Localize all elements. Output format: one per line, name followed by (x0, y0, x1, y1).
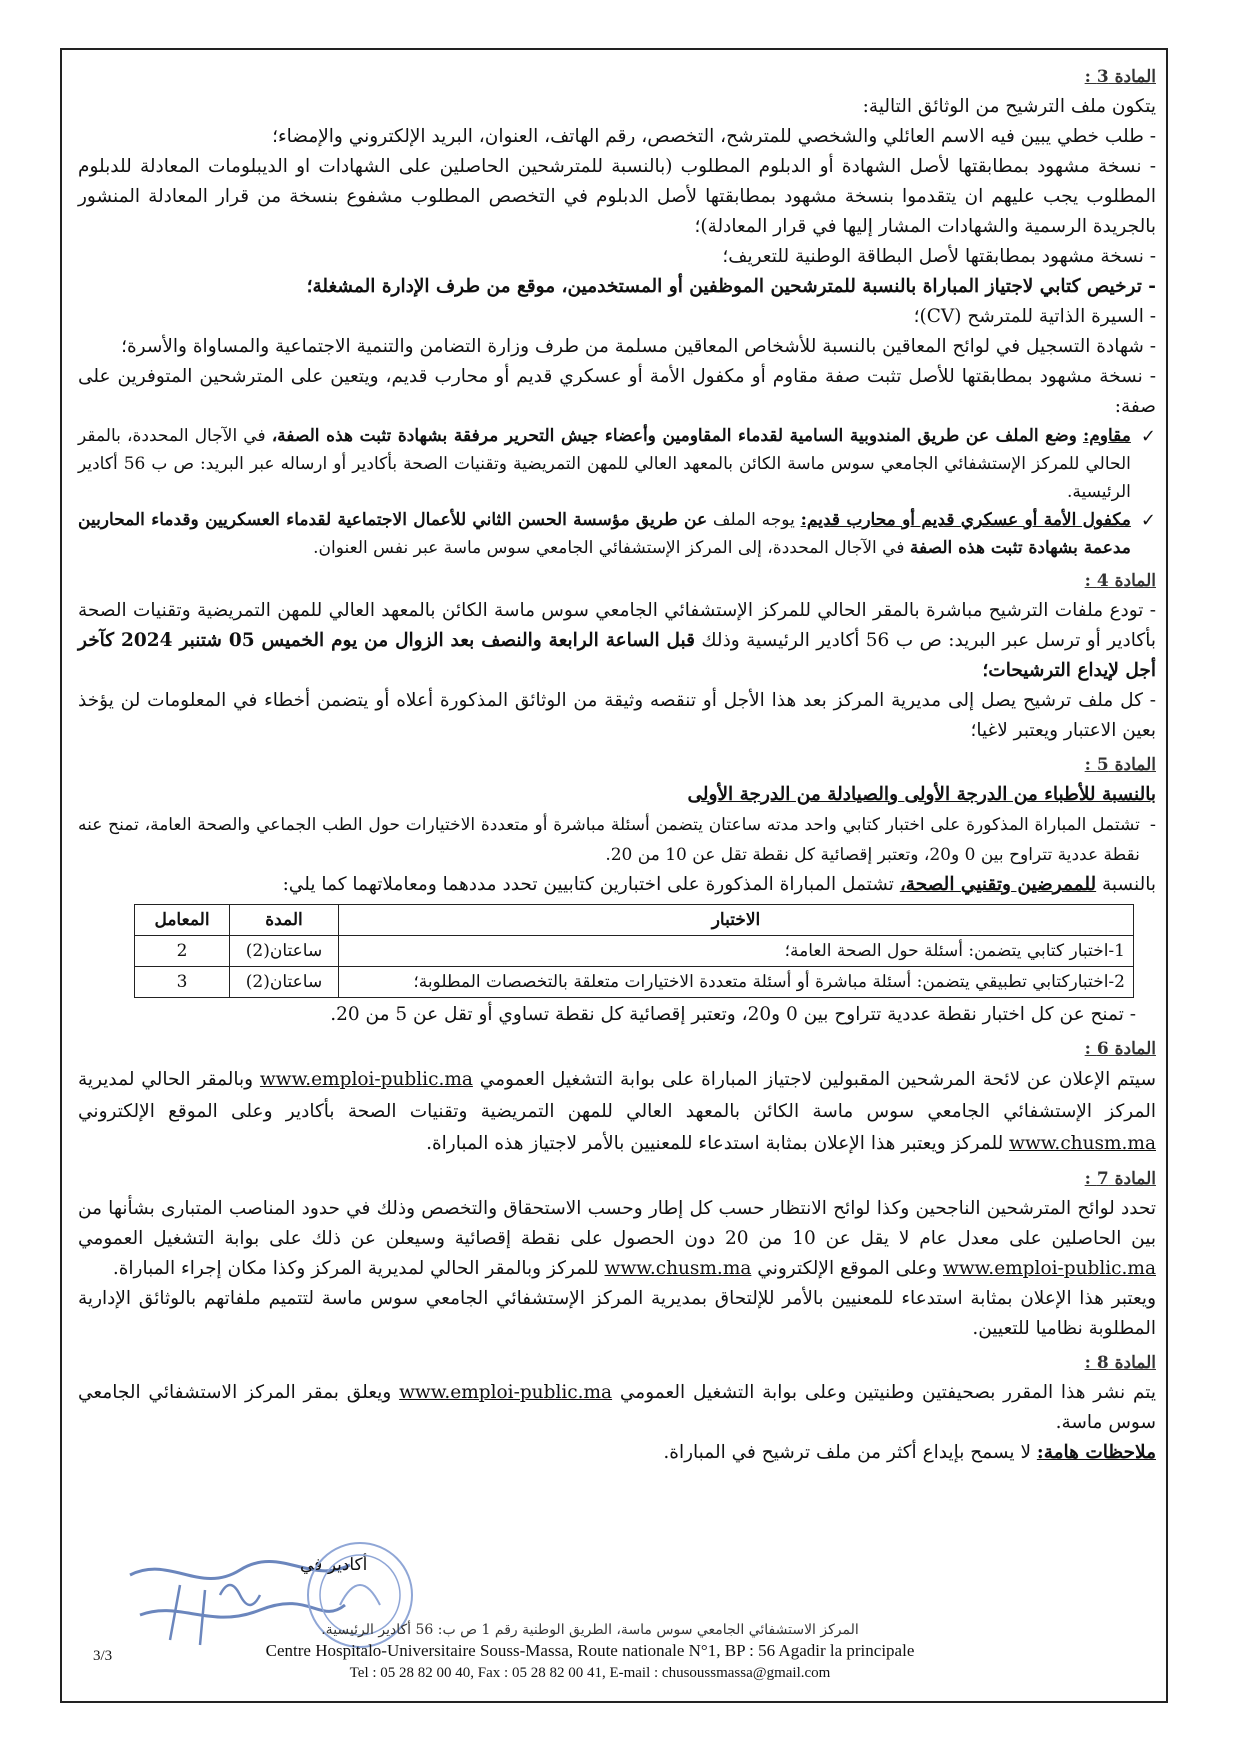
article-3-item: - طلب خطي يبين فيه الاسم العائلي والشخصي للمترشح، التخصص، رقم الهاتف، العنوان، البريد الإلكتروني والإمضاء؛ (272, 126, 1156, 147)
article-3-bold-item: - ترخيص كتابي لاجتياز المباراة بالنسبة للمترشحين الموظفين أو المستخدمين، موقع من طرف الإدارة المشغلة؛ (306, 276, 1156, 297)
table-header: المعامل (135, 905, 230, 936)
table-cell-coef: 2 (135, 936, 230, 967)
article-4-title: المادة 4 : (1084, 571, 1156, 591)
table-cell-coef: 3 (135, 967, 230, 998)
checklist-text (78, 506, 1131, 562)
article-3-title: المادة 3 : (1084, 67, 1156, 87)
article-5-note: - تمنح عن كل اختبار نقطة عددية تتراوح بين 0 و20، وتعتبر إقصائية كل نقطة تساوي أو تقل عن 5 من 20. (330, 1004, 1136, 1025)
chusm-link[interactable]: www.chusm.ma (604, 1258, 752, 1279)
table-cell-duration: ساعتان(2) (230, 936, 339, 967)
table-row (135, 967, 1134, 998)
article-5-heading: بالنسبة للأطباء من الدرجة الأولى والصيادلة من الدرجة الأولى (687, 784, 1156, 805)
article-8-title: المادة 8 : (1084, 1353, 1156, 1373)
emploi-public-link[interactable]: www.emploi-public.ma (259, 1069, 473, 1090)
article-5-nurses (78, 870, 1156, 900)
article-4-deadline: قبل الساعة الرابعة والنصف بعد الزوال من يوم الخميس 05 شتنبر 2024 كآخر أجل لإيداع الترشيحات؛ (78, 630, 1156, 681)
checklist-plain-text: في الآجال المحددة، بالمقر الحالي للمركز الإستشفائي الجامعي سوس ماسة الكائن بالمعهد العالي للمهن التمريضية وتقنيات الصحة بأكادير أو ارساله عبر البريد: ص ب 56 أكادير الرئيسية. (78, 426, 1131, 502)
table-header: الاختبار (339, 905, 1134, 936)
nurses-label: للممرضين وتقنيي الصحة، (899, 874, 1097, 895)
article-5-bullet (78, 810, 1156, 870)
article-3-intro: يتكون ملف الترشيح من الوثائق التالية: (862, 96, 1156, 117)
article-5-bullet-text: تشتمل المباراة المذكورة على اختبار كتابي واحد مدته ساعتان يتضمن أسئلة مباشرة أو متعددة الاختيارات حول الطب الجماعي والصحة العامة، تمنح عنه نقطة عددية تتراوح بين 0 و20، وتعتبر إقصائية كل نقطة تقل عن 10 من 20. (78, 815, 1140, 865)
article-8-paragraph (78, 1378, 1156, 1438)
article-3-item: - شهادة التسجيل في لوائح المعاقين بالنسبة للأشخاص المعاقين مسلمة من طرف وزارة التضامن والتنمية الاجتماعية والمساواة والأسرة؛ (121, 336, 1156, 357)
table-cell-duration: ساعتان(2) (230, 967, 339, 998)
table-header-row (135, 905, 1134, 936)
article-6-text: سيتم الإعلان عن لائحة المرشحين المقبولين لاجتياز المباراة على بوابة التشغيل العمومي (472, 1069, 1157, 1090)
table-row (135, 936, 1134, 967)
checklist-label: مكفول الأمة أو عسكري قديم أو محارب قديم: (800, 510, 1131, 530)
article-6-title: المادة 6 : (1084, 1039, 1156, 1059)
article-7-title: المادة 7 : (1084, 1169, 1156, 1189)
important-note (78, 1438, 1156, 1468)
footer (140, 1620, 1040, 1684)
document-body (78, 58, 1156, 1468)
checklist-plain-text: يوجه الملف (707, 510, 801, 530)
checklist-text (78, 422, 1131, 506)
article-8-text: يتم نشر هذا المقرر بصحيفتين وطنيتين وعلى بوابة التشغيل العمومي (612, 1382, 1156, 1403)
article-7-paragraph: ويعتبر هذا الإعلان بمثابة استدعاء للمعنيين بالأمر للإلتحاق بمديرية المركز الإستشفائي الجامعي سوس ماسة لتتميم ملفاتهم بالوثائق الإدارية المطلوبة نظاميا للتعيين. (78, 1288, 1156, 1339)
article-4-paragraph (78, 596, 1156, 686)
article-4-paragraph: - كل ملف ترشيح يصل إلى مديرية المركز بعد هذا الأجل أو تنقصه وثيقة من الوثائق المذكورة أعلاه أو يتضمن أخطاء في المعلومات لن يؤخذ بعين الاعتبار ويعتبر لاغيا؛ (78, 690, 1156, 741)
check-icon: ✓ (1140, 510, 1156, 531)
article-8-text: ويعلق بمقر المركز الاستشفائي الجامعي سوس ماسة. (78, 1382, 1156, 1433)
footer-contact: Tel : 05 28 82 00 40, Fax : 05 28 82 00 41, E-mail : chusoussmassa@gmail.com (349, 1665, 831, 1681)
checklist-label: مقاوم: (1082, 426, 1131, 446)
dash-marker: - (1149, 814, 1156, 835)
article-5-title: المادة 5 : (1084, 755, 1156, 775)
nurses-text: تشتمل المباراة المذكورة على اختبارين كتابيين تحدد مددهما ومعاملاتهما كما يلي: (282, 874, 900, 895)
article-7-text: تحدد لوائح المترشحين الناجحين وكذا لوائح الانتظار حسب كل إطار وحسب الاستحقاق والتخصص وذلك في حدود المناصب المتبارى بشأنها من بين الحاصلين على معدل عام لا يقل عن 10 من 20 دون الحصول على نقطة إقصائية وسيعلن عن ذلك على بوابة التشغيل العمومي (78, 1198, 1156, 1249)
exam-table (134, 904, 1134, 998)
article-6-paragraph (78, 1064, 1156, 1160)
checklist-bold-text: عن طريق مؤسسة الحسن الثاني للأعمال الاجتماعية لقدماء العسكريين وقدماء المحاربين مدعمة بشهادة تثبت هذه الصفة (78, 510, 1131, 558)
emploi-public-link[interactable]: www.emploi-public.ma (943, 1258, 1156, 1279)
checklist-bold-text: وضع الملف عن طريق المندوبية السامية لقدماء المقاومين وأعضاء جيش التحرير مرفقة بشهادة تثبت هذه الصفة، (271, 426, 1077, 446)
article-7-text: للمركز وبالمقر الحالي لمديرية المركز وكذا مكان إجراء المباراة. (112, 1258, 605, 1279)
table-cell-exam: 2-اختباركتابي تطبيقي يتضمن: أسئلة مباشرة أو أسئلة متعددة الاختيارات متعلقة بالتخصصات المطلوبة؛ (339, 967, 1134, 998)
article-3-item: - نسخة مشهود بمطابقتها لأصل الشهادة أو الدبلوم المطلوب (بالنسبة للمترشحين الحاصلين على الشهادات او الديبلومات المعادلة للدبلوم المطلوب يجب عليهم ان يتقدموا بنسخة مشهود بمطابقتها لأصل الدبلوم في التخصص المطلوب مشفوع بنسخة من قرار المعادلة المنشور بالجريدة الرسمية والشهادات المشار إليها في قرار المعادلة)؛ (78, 156, 1156, 237)
table-cell-exam: 1-اختبار كتابي يتضمن: أسئلة حول الصحة العامة؛ (339, 936, 1134, 967)
check-icon: ✓ (1140, 426, 1156, 447)
footer-arabic-address: المركز الاستشفائي الجامعي سوس ماسة، الطريق الوطنية رقم 1 ص ب: 56 أكادير الرئيسية. (321, 1622, 859, 1638)
article-4-text: - تودع ملفات الترشيح مباشرة بالمقر الحالي للمركز الإستشفائي الجامعي سوس ماسة الكائن بالمعهد العالي للمهن التمريضية وتقنيات الصحة بأكادير أو ترسل عبر البريد: ص ب 56 أكادير الرئيسية وذلك (78, 600, 1156, 651)
signature-place: أكادير في (300, 1555, 368, 1575)
article-3-item: - السيرة الذاتية للمترشح (CV)؛ (913, 306, 1156, 327)
table-header: المدة (230, 905, 339, 936)
article-6-text: للمركز ويعتبر هذا الإعلان بمثابة استدعاء للمعنيين بالأمر لاجتياز هذه المباراة. (426, 1133, 1010, 1154)
important-note-text: لا يسمح بإيداع أكثر من ملف ترشيح في المباراة. (663, 1442, 1037, 1463)
checklist-plain-text: في الآجال المحددة، إلى المركز الإستشفائي الجامعي سوس ماسة عبر نفس العنوان. (313, 538, 910, 558)
emploi-public-link[interactable]: www.emploi-public.ma (399, 1382, 613, 1403)
chusm-link[interactable]: www.chusm.ma (1009, 1133, 1156, 1154)
nurses-prefix: بالنسبة (1096, 874, 1156, 895)
article-7-paragraph (78, 1194, 1156, 1284)
article-3-item: - نسخة مشهود بمطابقتها للأصل تثبت صفة مقاوم أو مكفول الأمة أو عسكري قديم أو محارب قديم، ويتعين على المترشحين المتوفرين على صفة: (78, 366, 1156, 417)
article-7-text: وعلى الموقع الإلكتروني (751, 1258, 943, 1279)
article-6-text: وبالمقر الحالي لمديرية المركز الإستشفائي الجامعي سوس ماسة الكائن بالمعهد العالي للمهن التمريضية وتقنيات الصحة بأكادير وعلى الموقع الإلكتروني (78, 1069, 1156, 1122)
checklist-item-veteran (78, 506, 1156, 562)
important-note-label: ملاحظات هامة: (1036, 1442, 1156, 1463)
checklist-item-resistant (78, 422, 1156, 506)
page-number: 3/3 (93, 1648, 113, 1664)
footer-french-address: Centre Hospitalo-Universitaire Souss-Massa, Route nationale N°1, BP : 56 Agadir la principale (265, 1641, 915, 1660)
article-3-item: - نسخة مشهود بمطابقتها لأصل البطاقة الوطنية للتعريف؛ (722, 246, 1156, 267)
